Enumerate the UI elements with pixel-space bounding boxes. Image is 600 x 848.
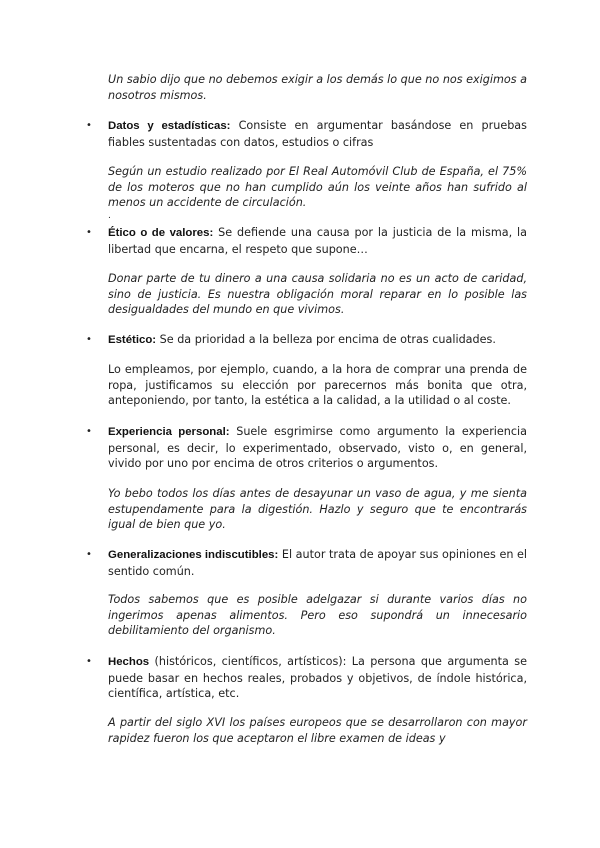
item-definition: Se da prioridad a la belleza por encima de otras cualidades. (156, 333, 496, 346)
item-definition: Suele esgrimirse como argumento la experiencia personal, es decir, lo experimentado, observado, visto o, en general, vivido por uno por encima de otros criterios o argumentos. (108, 425, 527, 471)
item-term: Generalizaciones indiscutibles: (108, 549, 279, 561)
stray-period: . (108, 211, 111, 221)
list-item-hechos (108, 654, 527, 702)
item-example: Lo empleamos, por ejemplo, cuando, a la hora de comprar una prenda de ropa, justificamos su elección por parecernos más bonita que otra, anteponiendo, por tanto, la estética a la calidad, a la utilidad o al coste. (108, 363, 527, 408)
list-item-estetico (108, 332, 527, 349)
item-definition: Consiste en argumentar basándose en pruebas fiables sustentadas con datos, estudios o cifras (108, 119, 527, 149)
list-item-generalizaciones (108, 547, 527, 579)
item-definition: El autor trata de apoyar sus opiniones en el sentido común. (108, 548, 527, 578)
list-item-experiencia (108, 424, 527, 472)
bullet-marker: • (86, 656, 92, 667)
list-item-datos (108, 118, 527, 150)
item-term: Estético: (108, 334, 157, 346)
bullet-marker: • (86, 227, 92, 238)
item-term: Hechos (108, 656, 150, 668)
item-definition: (históricos, científicos, artísticos): La persona que argumenta se puede basar en hechos reales, probados y objetivos, de índole histórica, científica, artística, etc. (108, 655, 527, 701)
item-example: Donar parte de tu dinero a una causa solidaria no es un acto de caridad, sino de justicia. Es nuestra obligación moral reparar en lo posible las desigualdades del mundo en que vivimos. (108, 272, 527, 317)
bullet-marker: • (86, 334, 92, 345)
item-example: A partir del siglo XVI los países europeos que se desarrollaron con mayor rapidez fueron los que aceptaron el libre examen de ideas y (108, 716, 527, 745)
item-example: Todos sabemos que es posible adelgazar si durante varios días no ingerimos apenas alimentos. Pero eso supondrá un innecesario debilitamiento del organismo. (108, 593, 527, 638)
item-term: Experiencia personal: (108, 426, 230, 438)
item-example: Yo bebo todos los días antes de desayunar un vaso de agua, y me sienta estupendamente para la digestión. Hazlo y seguro que te encontrarás igual de bien que yo. (108, 487, 527, 532)
intro-quote: Un sabio dijo que no debemos exigir a los demás lo que no nos exigimos a nosotros mismos. (108, 73, 527, 102)
item-example: Según un estudio realizado por El Real Automóvil Club de España, el 75% de los moteros que no han cumplido aún los veinte años han sufrido al menos un accidente de circulación. (108, 165, 527, 210)
item-term: Ético o de valores: (108, 227, 214, 239)
item-term: Datos y estadísticas: (108, 120, 231, 132)
bullet-marker: • (86, 549, 92, 560)
list-item-etico (108, 225, 527, 257)
item-definition: Se defiende una causa por la justicia de la misma, la libertad que encarna, el respeto que supone… (108, 226, 527, 256)
bullet-marker: • (86, 120, 92, 131)
bullet-marker: • (86, 426, 92, 437)
